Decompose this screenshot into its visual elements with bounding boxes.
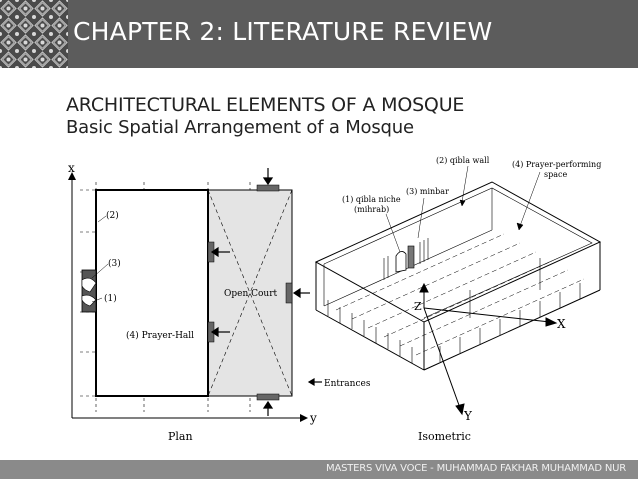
plan-label-qibla-wall: (2) xyxy=(106,211,119,221)
iso-label-qibla-wall: (2) qibla wall xyxy=(436,156,490,165)
plan-axis-x-label: x xyxy=(68,161,75,175)
iso-label-prayer-space-2: space xyxy=(544,170,568,179)
page-title: ARCHITECTURAL ELEMENTS OF A MOSQUE xyxy=(66,94,465,116)
iso-label-niche-2: (mihrab) xyxy=(354,205,390,214)
page-subtitle: Basic Spatial Arrangement of a Mosque xyxy=(66,117,414,138)
plan-label-mihrab: (1) xyxy=(104,294,117,304)
plan-label-minbar: (3) xyxy=(108,259,121,269)
mosque-diagram xyxy=(60,150,620,450)
plan-drawing xyxy=(68,161,371,443)
islamic-pattern-icon xyxy=(0,0,68,68)
iso-axis-x-label: X xyxy=(557,317,566,331)
iso-label-prayer-space-1: (4) Prayer-performing xyxy=(512,160,602,169)
iso-caption: Isometric xyxy=(418,430,471,443)
plan-caption: Plan xyxy=(168,430,193,443)
iso-axis-z-label: Z xyxy=(414,300,422,313)
footer-bar xyxy=(0,460,638,479)
plan-label-prayer-hall: (4) Prayer-Hall xyxy=(126,331,195,341)
plan-axis-y-label: y xyxy=(310,411,317,425)
footer-credit: MASTERS VIVA VOCE - MUHAMMAD FAKHAR MUHAMMAD NUR xyxy=(326,463,626,474)
iso-label-niche-1: (1) qibla niche xyxy=(342,195,401,204)
chapter-title: CHAPTER 2: LITERATURE REVIEW xyxy=(73,17,493,46)
isometric-drawing xyxy=(316,156,601,443)
iso-label-minbar: (3) minbar xyxy=(406,187,449,196)
plan-label-entrances: Entrances xyxy=(324,379,371,389)
chapter-header xyxy=(0,0,638,68)
plan-label-open-court: Open Court xyxy=(224,289,278,299)
iso-axis-y-label: Y xyxy=(464,409,472,423)
